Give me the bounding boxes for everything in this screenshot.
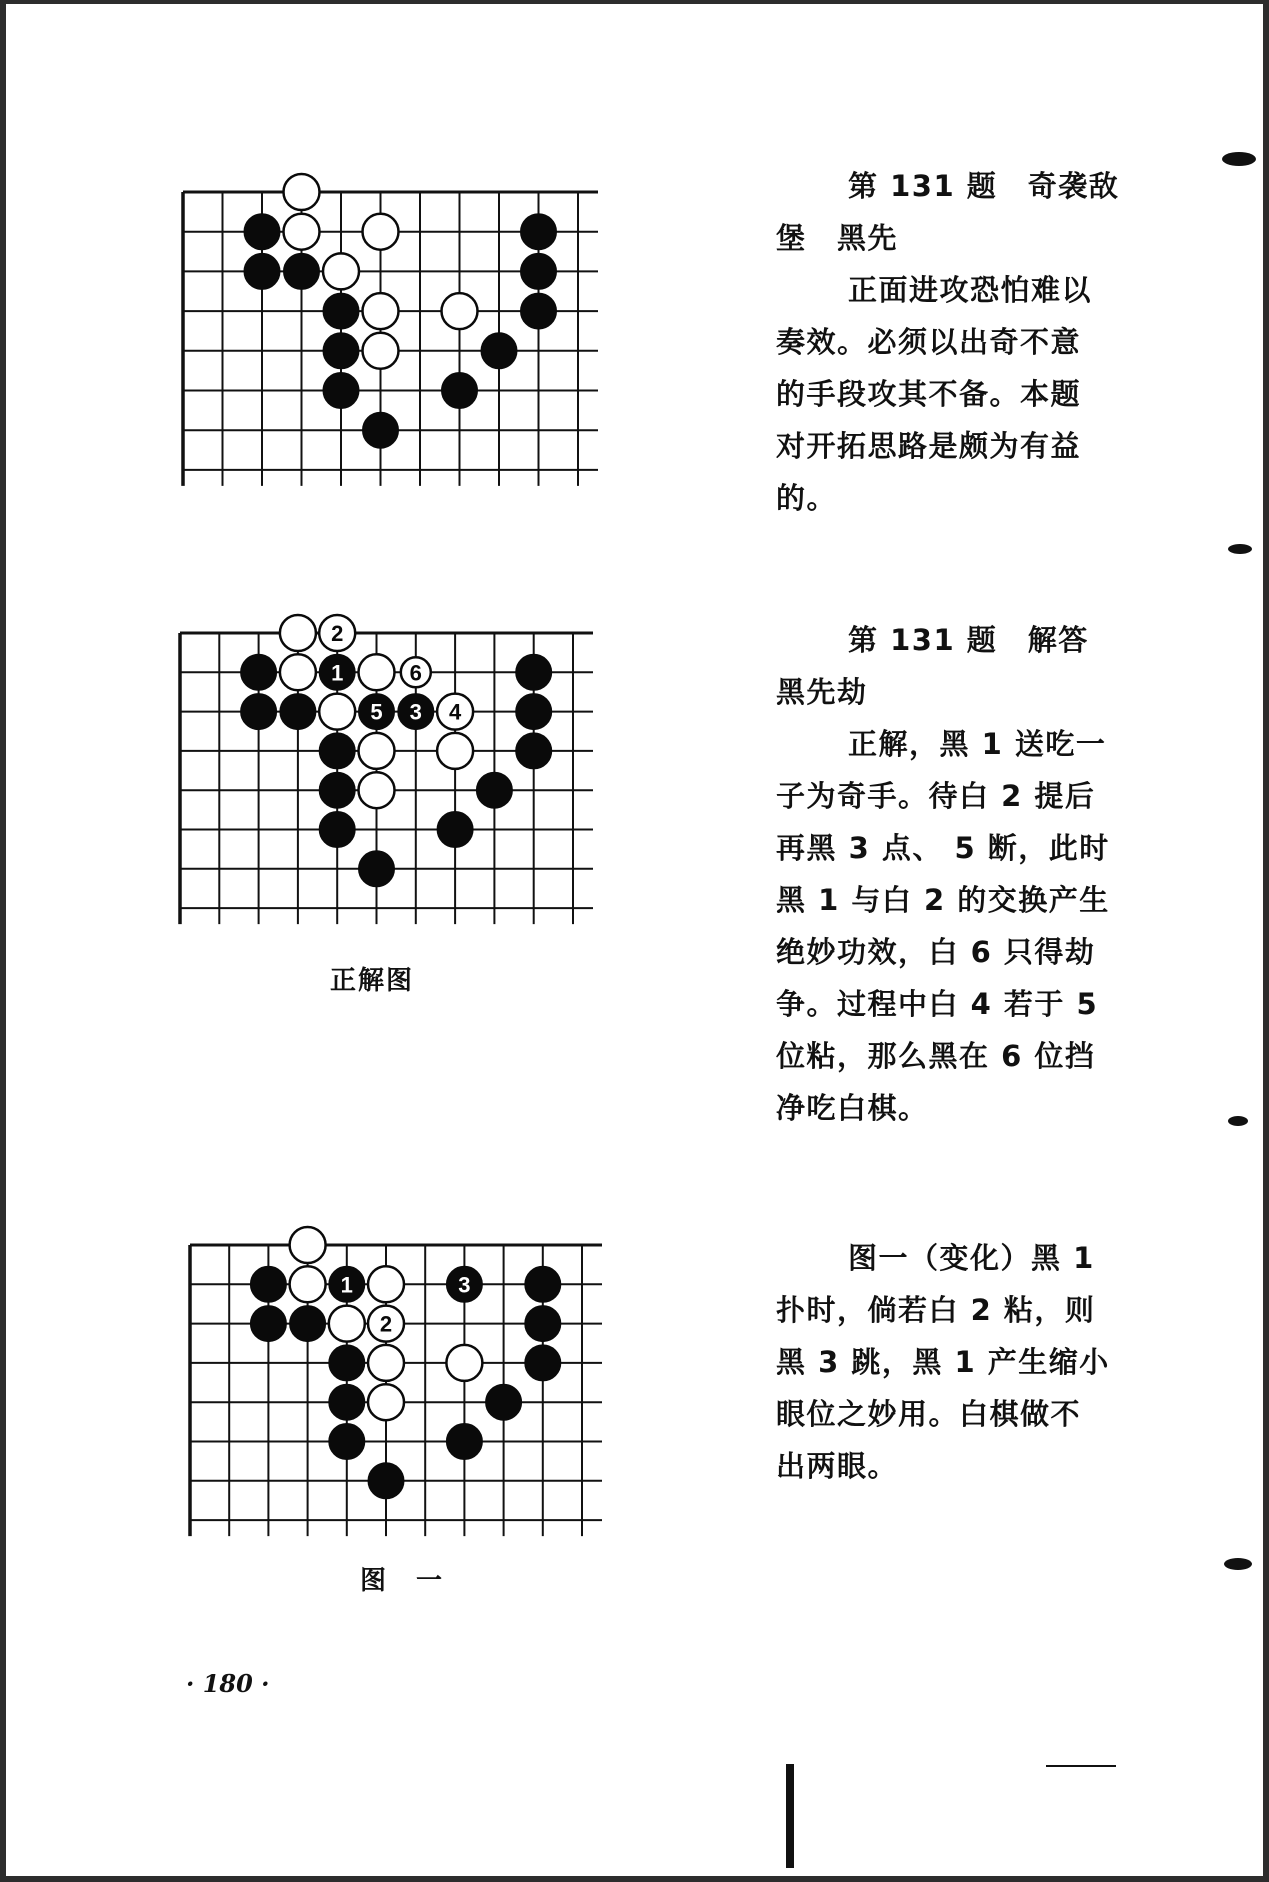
black-stone [442, 373, 478, 409]
black-stone [250, 1266, 286, 1302]
black-stone [323, 373, 359, 409]
white-stone [442, 293, 478, 329]
solution-body-line: 黑 1 与白 2 的交换产生 [776, 883, 1110, 917]
white-stone [323, 253, 359, 289]
white-stone [363, 293, 399, 329]
white-stone [319, 694, 355, 730]
black-stone [290, 1306, 326, 1342]
black-stone [368, 1463, 404, 1499]
scan-binding-mark [786, 1764, 794, 1868]
solution-text [776, 614, 1146, 1134]
problem-title-line-1: 第 131 题 奇袭敌 [848, 169, 1120, 203]
page-number: · 180 · [186, 1669, 270, 1698]
problem-body-line: 奏效。必须以出奇不意 [776, 325, 1082, 359]
variation-body-line: 图一（变化）黑 1 [848, 1241, 1095, 1275]
black-stone [323, 293, 359, 329]
white-stone [290, 1266, 326, 1302]
white-stone [284, 214, 320, 250]
black-stone [525, 1266, 561, 1302]
black-stone [481, 333, 517, 369]
move-number: 1 [331, 660, 344, 686]
white-stone [359, 654, 395, 690]
white-stone [363, 214, 399, 250]
black-stone [363, 412, 399, 448]
solution-diagram-caption: 正解图 [330, 966, 415, 996]
black-stone [329, 1384, 365, 1420]
problem-body-line: 的手段攻其不备。本题 [776, 377, 1082, 411]
black-stone [319, 772, 355, 808]
variation-diagram-caption: 图 一 [360, 1566, 445, 1596]
black-stone [476, 772, 512, 808]
white-stone [284, 174, 320, 210]
move-number: 1 [340, 1272, 353, 1298]
move-number: 2 [331, 621, 344, 646]
black-stone [323, 333, 359, 369]
black-stone [329, 1424, 365, 1460]
solution-body-line: 子为奇手。待白 2 提后 [776, 779, 1096, 813]
variation-body-line: 眼位之妙用。白棋做不 [776, 1397, 1082, 1431]
white-stone [290, 1227, 326, 1263]
black-stone [521, 214, 557, 250]
black-stone [329, 1345, 365, 1381]
black-stone [516, 733, 552, 769]
problem-body-line: 正面进攻恐怕难以 [848, 273, 1093, 307]
black-stone [516, 694, 552, 730]
move-number: 3 [409, 699, 422, 725]
go-board-variation [166, 1221, 626, 1564]
move-number: 2 [379, 1311, 393, 1337]
black-stone [319, 733, 355, 769]
scan-mark [1228, 1116, 1248, 1126]
white-stone [368, 1384, 404, 1420]
problem-body-line: 的。 [776, 481, 838, 515]
variation-body-line: 黑 3 跳，黑 1 产生缩小 [776, 1345, 1110, 1379]
black-stone [521, 293, 557, 329]
black-stone [525, 1345, 561, 1381]
solution-body-line: 再黑 3 点、 5 断，此时 [776, 831, 1110, 865]
black-stone [244, 253, 280, 289]
black-stone [525, 1306, 561, 1342]
black-stone [241, 694, 277, 730]
book-page [6, 4, 1263, 1876]
move-number: 5 [370, 699, 383, 725]
black-stone [280, 694, 316, 730]
black-stone [250, 1306, 286, 1342]
variation-text [776, 1232, 1146, 1492]
black-stone [244, 214, 280, 250]
black-stone [521, 253, 557, 289]
problem-text [776, 160, 1146, 524]
white-stone [280, 615, 316, 651]
black-stone [319, 812, 355, 848]
white-stone [280, 654, 316, 690]
solution-body-line: 正解，黑 1 送吃一 [848, 727, 1107, 761]
solution-title-line-2: 黑先劫 [776, 675, 868, 709]
scan-line [1046, 1765, 1116, 1767]
black-stone [486, 1384, 522, 1420]
move-number: 6 [409, 660, 422, 686]
white-stone [446, 1345, 482, 1381]
solution-body-line: 争。过程中白 4 若于 5 [776, 987, 1099, 1021]
white-stone [329, 1306, 365, 1342]
black-stone [241, 654, 277, 690]
black-stone [359, 851, 395, 887]
solution-body-line: 位粘，那么黑在 6 位挡 [776, 1039, 1096, 1073]
white-stone [437, 733, 473, 769]
solution-body-line: 净吃白棋。 [776, 1091, 929, 1125]
white-stone [359, 772, 395, 808]
white-stone [359, 733, 395, 769]
problem-body-line: 对开拓思路是颇为有益 [776, 429, 1082, 463]
go-board-problem [159, 168, 622, 514]
black-stone [446, 1424, 482, 1460]
white-stone [363, 333, 399, 369]
scan-mark [1222, 152, 1256, 166]
go-board-solution [156, 609, 617, 952]
variation-body-line: 扑时，倘若白 2 粘，则 [776, 1293, 1096, 1327]
solution-title-line-1: 第 131 题 解答 [848, 623, 1089, 657]
move-number: 4 [448, 699, 462, 725]
scan-mark [1224, 1558, 1252, 1570]
move-number: 3 [458, 1272, 471, 1298]
white-stone [368, 1266, 404, 1302]
white-stone [368, 1345, 404, 1381]
solution-body-line: 绝妙功效，白 6 只得劫 [776, 935, 1096, 969]
black-stone [437, 812, 473, 848]
variation-body-line: 出两眼。 [776, 1449, 899, 1483]
black-stone [516, 654, 552, 690]
scan-mark [1228, 544, 1252, 554]
problem-title-line-2: 堡 黑先 [776, 221, 899, 255]
black-stone [284, 253, 320, 289]
